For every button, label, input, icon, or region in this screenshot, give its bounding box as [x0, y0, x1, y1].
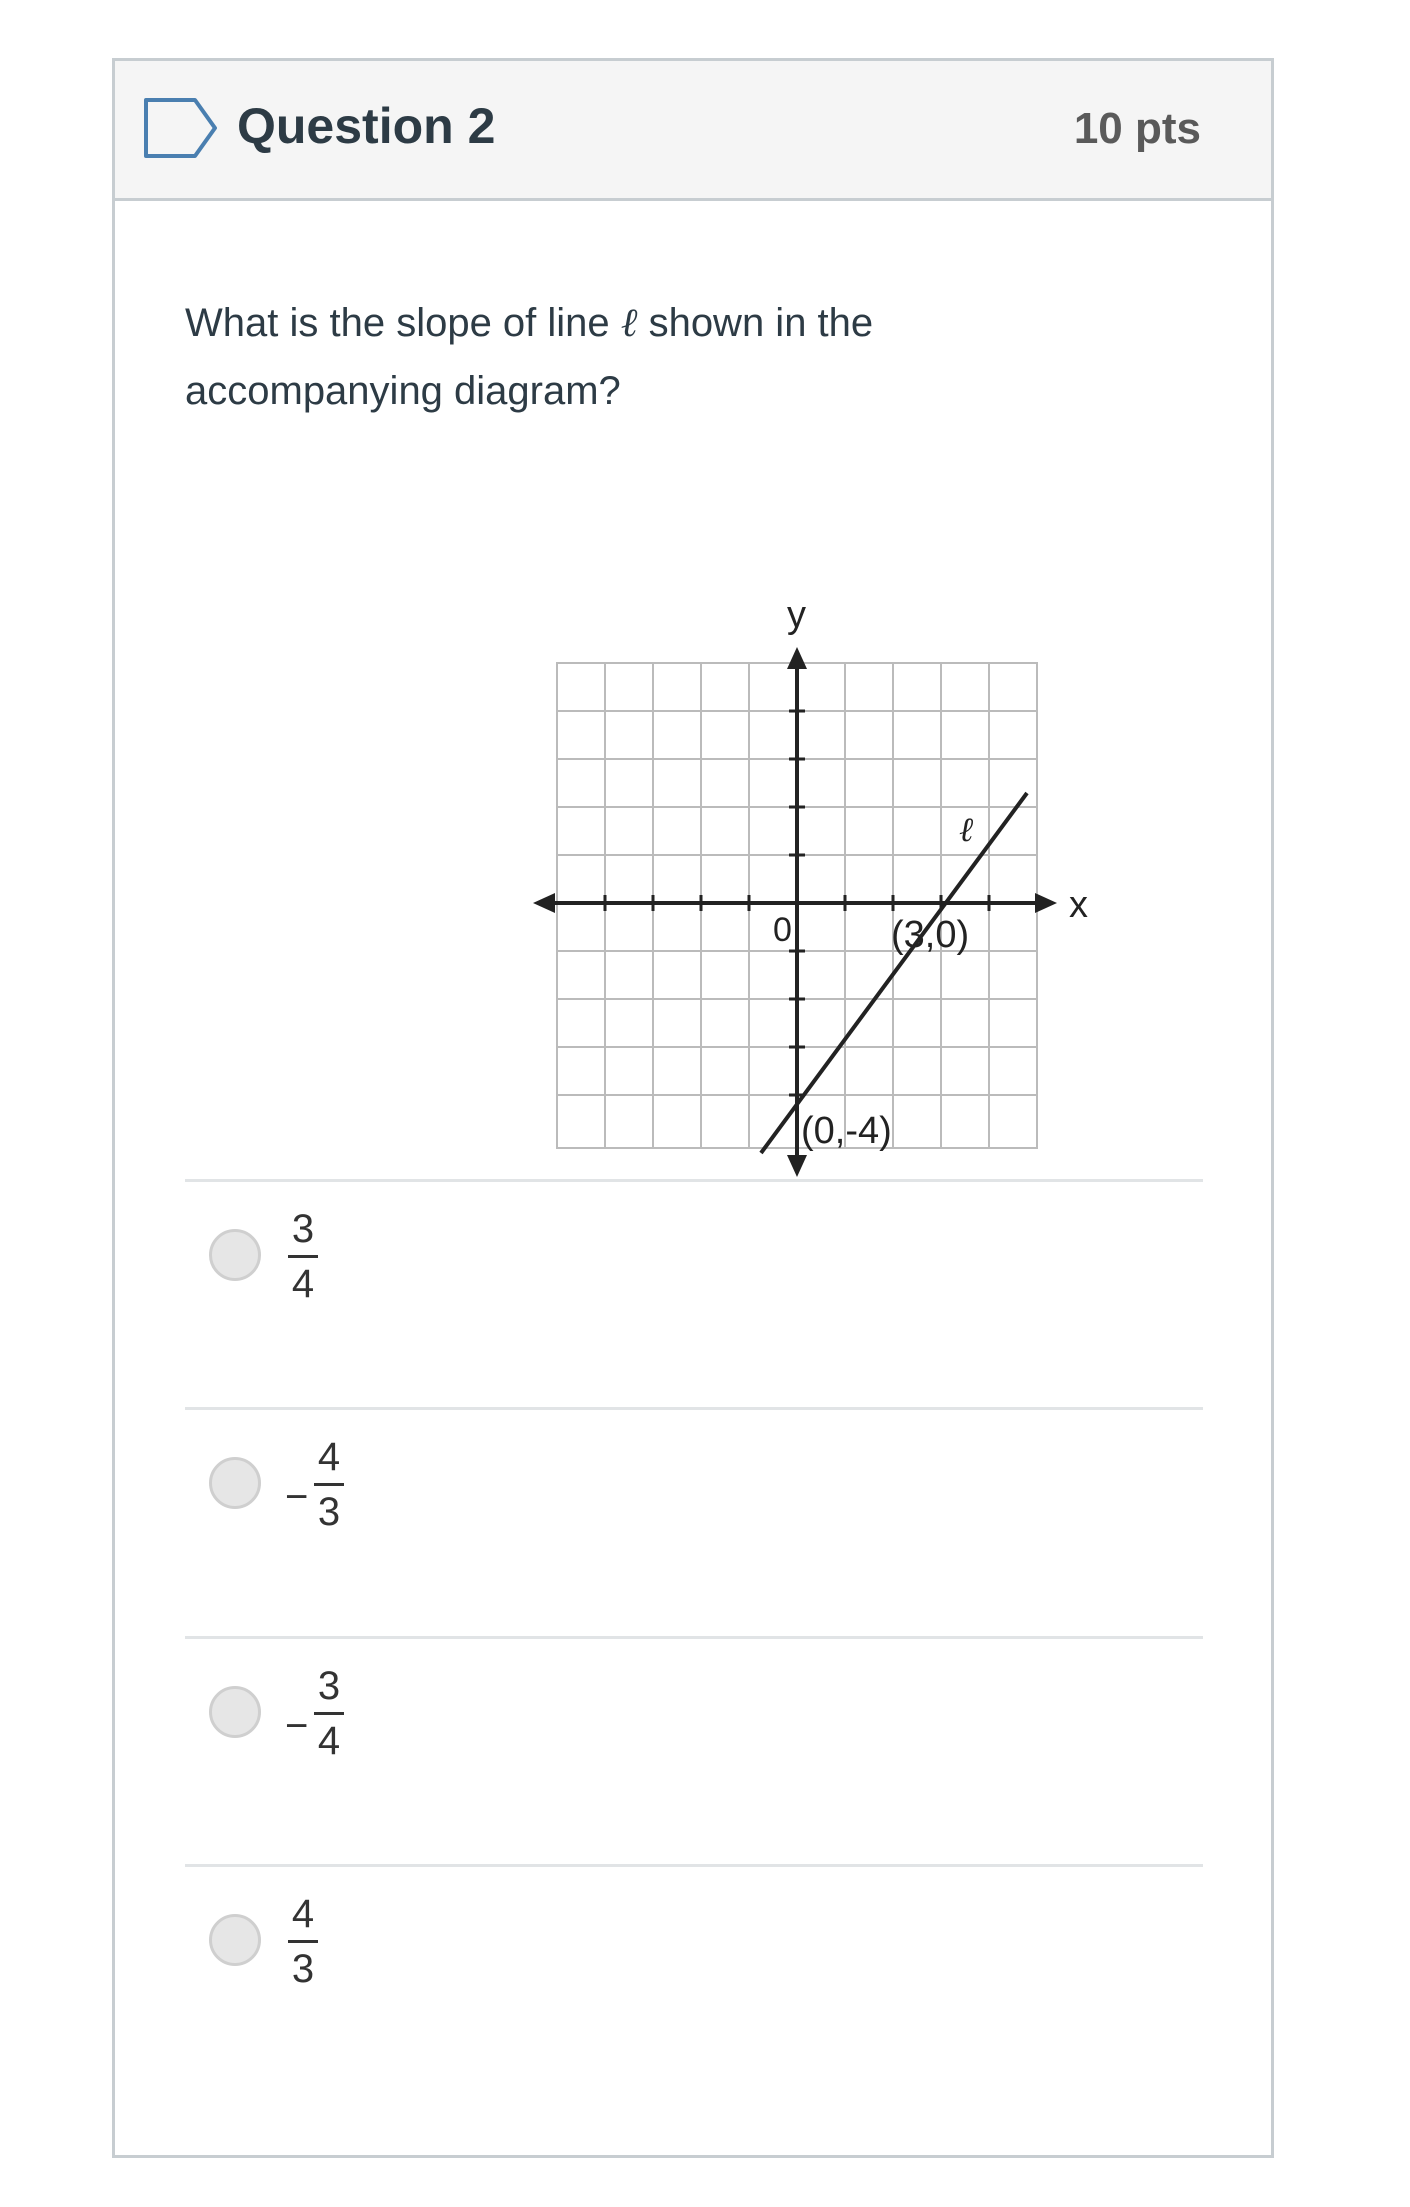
- denominator: 4: [291, 1262, 315, 1306]
- minus-sign: −: [285, 1704, 309, 1748]
- question-card: [112, 58, 1274, 2158]
- numerator: 4: [291, 1892, 315, 1936]
- fraction-bar: [288, 1255, 318, 1258]
- question-text-after: shown in the accompanying diagram?: [185, 301, 874, 413]
- divider: [185, 1179, 1203, 1182]
- numerator: 3: [317, 1664, 341, 1708]
- answer-radio-4[interactable]: [209, 1914, 261, 1966]
- numerator: 4: [317, 1435, 341, 1479]
- fraction-bar: [314, 1483, 344, 1486]
- question-text: [185, 289, 1085, 425]
- answer-radio-3[interactable]: [209, 1686, 261, 1738]
- point-b-label: (0,-4): [801, 1110, 892, 1152]
- fraction-bar: [288, 1940, 318, 1943]
- answer-fraction-3: [313, 1664, 345, 1763]
- answer-fraction-4: [287, 1892, 319, 1991]
- origin-label: 0: [773, 911, 792, 949]
- question-title: Question 2: [237, 98, 496, 154]
- answer-radio-1[interactable]: [209, 1229, 261, 1281]
- answer-option-1[interactable]: [185, 1199, 1203, 1399]
- answer-fraction-1: [287, 1207, 319, 1306]
- y-axis-label: y: [787, 594, 806, 636]
- question-text-before: What is the slope of line: [185, 301, 621, 345]
- question-points: 10 pts: [1073, 104, 1201, 153]
- question-header: [115, 61, 1271, 201]
- answer-fraction-2: [313, 1435, 345, 1534]
- minus-sign: −: [285, 1475, 309, 1519]
- numerator: 3: [291, 1207, 315, 1251]
- fraction-bar: [314, 1712, 344, 1715]
- x-axis-label: x: [1069, 884, 1088, 926]
- bookmark-flag-icon[interactable]: [143, 97, 219, 159]
- divider: [185, 1636, 1203, 1639]
- divider: [185, 1407, 1203, 1410]
- answer-option-4[interactable]: [185, 1884, 1203, 2084]
- coordinate-diagram: [415, 517, 1088, 1197]
- denominator: 4: [317, 1719, 341, 1763]
- point-a-label: (3,0): [891, 914, 970, 956]
- answer-option-3[interactable]: [185, 1656, 1203, 1856]
- answer-option-2[interactable]: [185, 1427, 1203, 1627]
- denominator: 3: [291, 1947, 315, 1991]
- line-symbol: ℓ: [620, 300, 638, 346]
- denominator: 3: [317, 1490, 341, 1534]
- axes: [533, 647, 1057, 1177]
- divider: [185, 1864, 1203, 1867]
- answer-radio-2[interactable]: [209, 1457, 261, 1509]
- line-label: ℓ: [959, 810, 974, 850]
